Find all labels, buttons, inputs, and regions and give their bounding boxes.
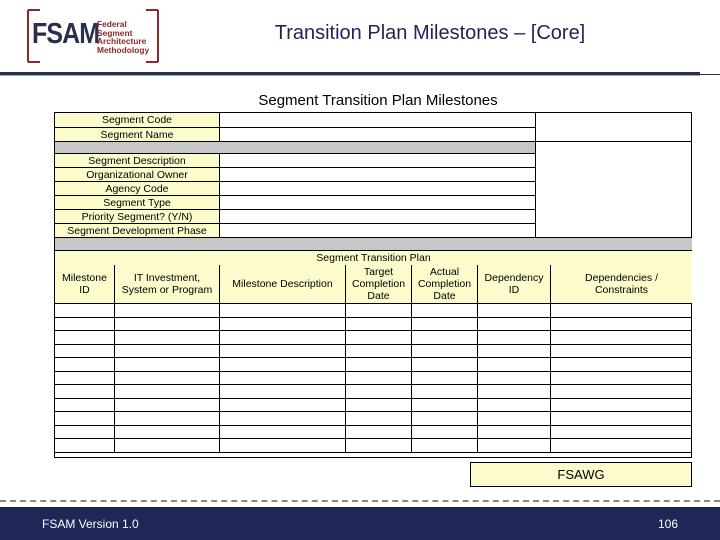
footer-divider bbox=[0, 500, 720, 502]
table-cell[interactable] bbox=[412, 439, 478, 453]
table-cell[interactable] bbox=[551, 439, 692, 453]
table-cell[interactable] bbox=[115, 439, 220, 453]
table-cell[interactable] bbox=[412, 358, 478, 372]
col-milestone-description: Milestone Description bbox=[220, 265, 346, 304]
table-cell[interactable] bbox=[55, 358, 115, 372]
segment-type-label: Segment Type bbox=[55, 196, 220, 210]
segment-code-label: Segment Code bbox=[55, 113, 220, 128]
table-cell[interactable] bbox=[551, 372, 692, 386]
table-cell[interactable] bbox=[551, 426, 692, 440]
table-cell[interactable] bbox=[55, 412, 115, 426]
table-cell[interactable] bbox=[346, 331, 412, 345]
table-cell[interactable] bbox=[478, 426, 551, 440]
fsam-logo bbox=[24, 8, 162, 64]
segment-name-label: Segment Name bbox=[55, 128, 220, 142]
fsawg-stamp: FSAWG bbox=[470, 462, 692, 487]
header-divider-shadow bbox=[0, 75, 700, 76]
table-cell[interactable] bbox=[346, 345, 412, 359]
table-cell[interactable] bbox=[478, 385, 551, 399]
table-cell[interactable] bbox=[478, 331, 551, 345]
table-cell[interactable] bbox=[115, 331, 220, 345]
table-cell[interactable] bbox=[478, 304, 551, 318]
page-number: 106 bbox=[657, 517, 678, 531]
version-label: FSAM Version 1.0 bbox=[42, 517, 139, 531]
col-dependency-id: Dependency ID bbox=[478, 265, 551, 304]
col-it-investment: IT Investment, System or Program bbox=[115, 265, 220, 304]
table-cell[interactable] bbox=[412, 304, 478, 318]
header-divider-tick bbox=[698, 74, 720, 75]
table-cell[interactable] bbox=[220, 358, 346, 372]
development-phase-value[interactable] bbox=[220, 224, 536, 238]
table-cell[interactable] bbox=[346, 385, 412, 399]
table-cell[interactable] bbox=[551, 399, 692, 413]
table-cell[interactable] bbox=[412, 331, 478, 345]
table-cell[interactable] bbox=[115, 426, 220, 440]
table-cell[interactable] bbox=[478, 372, 551, 386]
table-cell[interactable] bbox=[115, 358, 220, 372]
table-cell[interactable] bbox=[220, 426, 346, 440]
table-cell[interactable] bbox=[551, 345, 692, 359]
table-cell[interactable] bbox=[551, 304, 692, 318]
table-cell[interactable] bbox=[115, 385, 220, 399]
table-cell[interactable] bbox=[478, 412, 551, 426]
table-cell[interactable] bbox=[55, 318, 115, 332]
separator-row-1 bbox=[55, 142, 536, 154]
agency-code-value[interactable] bbox=[220, 182, 536, 196]
table-cell[interactable] bbox=[220, 372, 346, 386]
table-cell[interactable] bbox=[551, 331, 692, 345]
priority-segment-label: Priority Segment? (Y/N) bbox=[55, 210, 220, 224]
segment-description-label: Segment Description bbox=[55, 154, 220, 168]
table-cell[interactable] bbox=[346, 412, 412, 426]
table-cell[interactable] bbox=[478, 439, 551, 453]
table-cell[interactable] bbox=[55, 426, 115, 440]
table-cell[interactable] bbox=[55, 372, 115, 386]
table-cell[interactable] bbox=[346, 426, 412, 440]
table-cell[interactable] bbox=[220, 439, 346, 453]
segment-code-spare bbox=[536, 113, 692, 142]
table-cell[interactable] bbox=[115, 318, 220, 332]
table-cell[interactable] bbox=[478, 345, 551, 359]
logo-full-name: Federal Segment Architecture Methodology bbox=[97, 19, 150, 55]
col-actual-completion: Actual Completion Date bbox=[412, 265, 478, 304]
table-cell[interactable] bbox=[478, 399, 551, 413]
agency-code-label: Agency Code bbox=[55, 182, 220, 196]
table-cell[interactable] bbox=[220, 331, 346, 345]
table-cell[interactable] bbox=[551, 412, 692, 426]
table-cell[interactable] bbox=[220, 399, 346, 413]
table-cell[interactable] bbox=[412, 372, 478, 386]
col-dependencies-constraints: Dependencies / Constraints bbox=[551, 265, 692, 304]
table-cell[interactable] bbox=[346, 372, 412, 386]
table-cell[interactable] bbox=[55, 345, 115, 359]
table-cell[interactable] bbox=[55, 331, 115, 345]
table-cell[interactable] bbox=[220, 304, 346, 318]
milestones-form bbox=[54, 112, 692, 458]
segment-name-value[interactable] bbox=[220, 128, 536, 142]
table-cell[interactable] bbox=[55, 439, 115, 453]
development-phase-label: Segment Development Phase bbox=[55, 224, 220, 238]
segment-code-value[interactable] bbox=[220, 113, 536, 128]
table-cell[interactable] bbox=[115, 372, 220, 386]
table-cell[interactable] bbox=[412, 399, 478, 413]
table-cell[interactable] bbox=[220, 318, 346, 332]
organizational-owner-label: Organizational Owner bbox=[55, 168, 220, 182]
separator-row-2 bbox=[55, 238, 692, 251]
table-cell[interactable] bbox=[115, 304, 220, 318]
plan-header: Segment Transition Plan bbox=[55, 251, 692, 265]
organizational-owner-value[interactable] bbox=[220, 168, 536, 182]
segment-info-spare bbox=[536, 142, 692, 238]
priority-segment-value[interactable] bbox=[220, 210, 536, 224]
table-cell[interactable] bbox=[115, 412, 220, 426]
table-cell[interactable] bbox=[412, 318, 478, 332]
table-cell[interactable] bbox=[220, 345, 346, 359]
table-cell[interactable] bbox=[220, 412, 346, 426]
table-cell[interactable] bbox=[412, 345, 478, 359]
table-cell[interactable] bbox=[220, 385, 346, 399]
col-milestone-id: Milestone ID bbox=[55, 265, 115, 304]
table-cell[interactable] bbox=[551, 358, 692, 372]
page-title: Transition Plan Milestones – [Core] bbox=[274, 22, 586, 44]
col-target-completion: Target Completion Date bbox=[346, 265, 412, 304]
table-cell[interactable] bbox=[412, 412, 478, 426]
table-cell[interactable] bbox=[346, 304, 412, 318]
table-cell[interactable] bbox=[478, 358, 551, 372]
table-cell[interactable] bbox=[346, 439, 412, 453]
table-cell[interactable] bbox=[55, 385, 115, 399]
table-cell[interactable] bbox=[478, 318, 551, 332]
table-cell[interactable] bbox=[346, 358, 412, 372]
table-cell[interactable] bbox=[346, 318, 412, 332]
footer-bar bbox=[0, 507, 720, 540]
table-cell[interactable] bbox=[412, 426, 478, 440]
table-cell[interactable] bbox=[115, 399, 220, 413]
form-title: Segment Transition Plan Milestones bbox=[258, 92, 498, 109]
table-cell[interactable] bbox=[55, 304, 115, 318]
logo-acronym: FSAM bbox=[32, 18, 100, 50]
table-cell[interactable] bbox=[551, 318, 692, 332]
table-cell[interactable] bbox=[412, 385, 478, 399]
segment-type-value[interactable] bbox=[220, 196, 536, 210]
table-cell[interactable] bbox=[55, 399, 115, 413]
table-cell[interactable] bbox=[551, 385, 692, 399]
table-cell[interactable] bbox=[346, 399, 412, 413]
segment-description-value[interactable] bbox=[220, 154, 536, 168]
table-cell[interactable] bbox=[115, 345, 220, 359]
